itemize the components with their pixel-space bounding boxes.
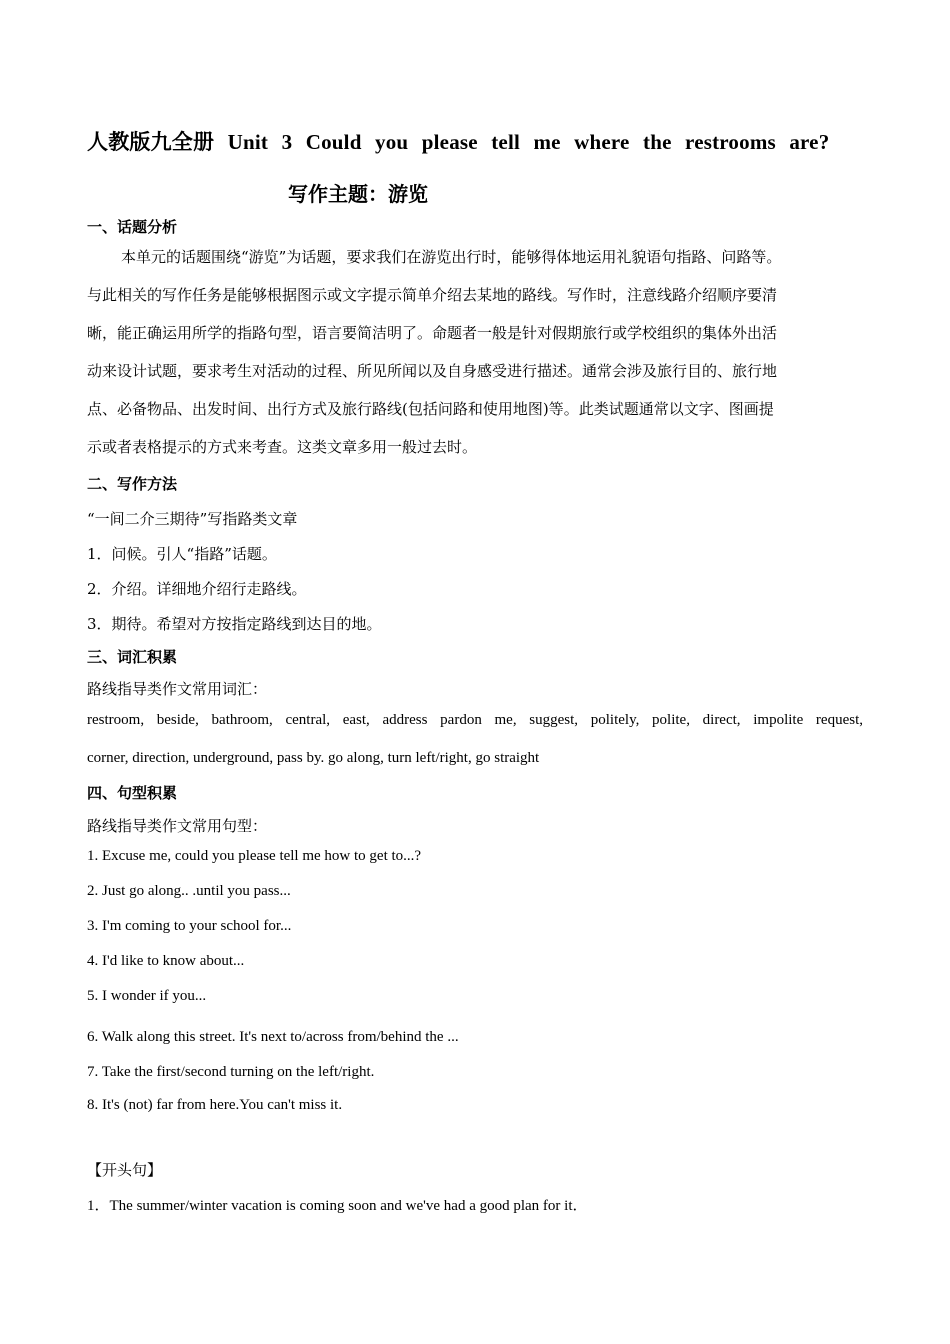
vocabulary-intro: 路线指导类作文常用词汇： bbox=[87, 680, 268, 698]
opening-item: 1．The summer/winter vacation is coming soon and we've had a good plan for it． bbox=[87, 1198, 588, 1214]
sentence-item: 2. Just go along.. .until you pass... bbox=[87, 883, 291, 899]
sentence-item: 5. I wonder if you... bbox=[87, 988, 207, 1004]
paragraph-line: 点、必备物品、出发时间、出行方式及旅行路线(包括问路和使用地图)等。此类试题通常以文字、图画提 bbox=[87, 400, 774, 418]
sentence-item: 1. Excuse me, could you please tell me how to get to...? bbox=[87, 848, 422, 864]
topic-analysis-paragraph bbox=[87, 238, 877, 466]
writing-method-step: 1．问候。引人“指路”话题。 bbox=[87, 545, 277, 563]
paragraph-line: 示或者表格提示的方式来考查。这类文章多用一般过去时。 bbox=[87, 438, 478, 456]
paragraph-line: 本单元的话题围绕“游览”为话题，要求我们在游览出行时，能够得体地运用礼貌语句指路、问路等。 bbox=[121, 248, 782, 266]
section-heading-vocabulary: 三、词汇积累 bbox=[87, 648, 178, 666]
sentence-item: 6. Walk along this street. It's next to/across from/behind the ... bbox=[87, 1029, 459, 1045]
writing-method-step: 3．期待。希望对方按指定路线到达目的地。 bbox=[87, 615, 382, 633]
section-heading-topic-analysis: 一、话题分析 bbox=[87, 218, 178, 236]
writing-method-step: 2．介绍。详细地介绍行走路线。 bbox=[87, 580, 307, 598]
sentence-item: 4. I'd like to know about... bbox=[87, 953, 245, 969]
sentence-item: 8. It's (not) far from here.You can't miss it. bbox=[87, 1097, 343, 1113]
sentences-intro: 路线指导类作文常用句型： bbox=[87, 817, 268, 835]
sentence-item: 7. Take the first/second turning on the left/right. bbox=[87, 1064, 375, 1080]
vocabulary-line: corner, direction, underground, pass by. go along, turn left/right, go straight bbox=[87, 750, 540, 766]
paragraph-line: 动来设计试题，要求考生对活动的过程、所见所闻以及自身感受进行描述。通常会涉及旅行目的、旅行地 bbox=[87, 362, 778, 380]
sentence-item: 3. I'm coming to your school for... bbox=[87, 918, 292, 934]
vocabulary-line: restroom, beside, bathroom, central, east, address pardon me, suggest, politely, polite, direct, impolite request, bbox=[87, 712, 863, 728]
section-heading-writing-method: 二、写作方法 bbox=[87, 475, 178, 493]
writing-method-intro: “一间二介三期待”写指路类文章 bbox=[87, 510, 298, 528]
paragraph-line: 晰，能正确运用所学的指路句型，语言要简洁明了。命题者一般是针对假期旅行或学校组织的集体外出活 bbox=[87, 324, 778, 342]
paragraph-line: 与此相关的写作任务是能够根据图示或文字提示简单介绍去某地的路线。写作时，注意线路介绍顺序要清 bbox=[87, 286, 778, 304]
document-subtitle: 写作主题：游览 bbox=[288, 182, 428, 206]
document-title: 人教版九全册 Unit 3 Could you please tell me where the restrooms are? bbox=[87, 130, 830, 154]
opening-heading: 【开头句】 bbox=[87, 1161, 163, 1179]
section-heading-sentences: 四、句型积累 bbox=[87, 784, 178, 802]
